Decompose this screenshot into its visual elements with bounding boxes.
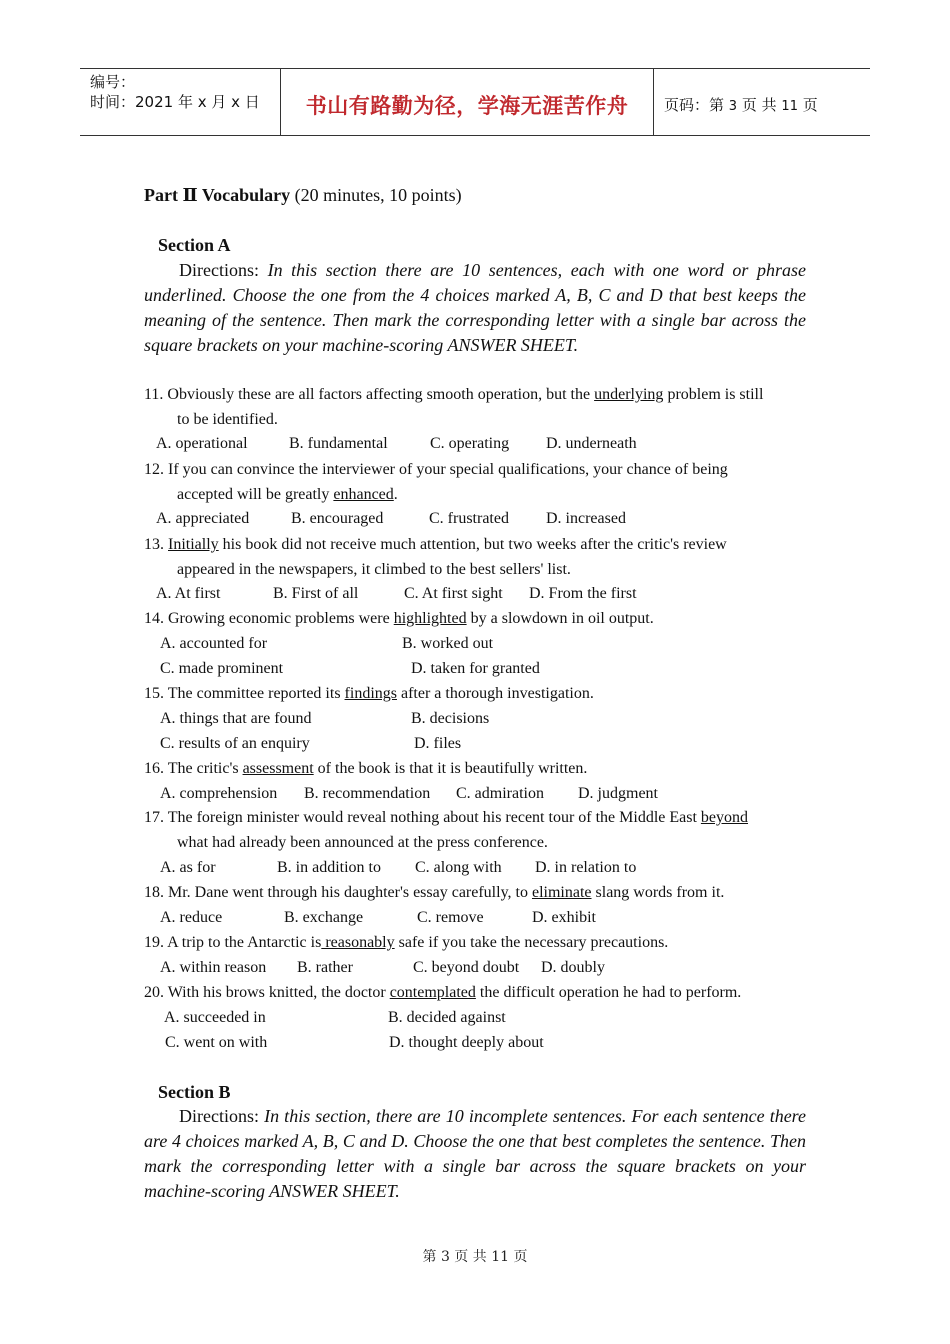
- option-20-c: C. went on with: [165, 1034, 268, 1051]
- option-16-a: A. comprehension: [160, 785, 278, 802]
- question-14: 14. Growing economic problems were highlighted by a slowdown in oil output.: [144, 610, 654, 627]
- option-19-c: C. beyond doubt: [413, 959, 520, 976]
- option-14-c: C. made prominent: [160, 660, 284, 677]
- option-14-a: A. accounted for: [160, 635, 268, 652]
- option-11-d: D. underneath: [546, 435, 637, 452]
- option-15-d: D. files: [414, 735, 462, 752]
- document-date: 时间：2021 年 x 月 x 日: [90, 93, 260, 111]
- option-18-c: C. remove: [417, 909, 484, 926]
- motto: 书山有路勤为径，学海无涯苦作舟: [305, 94, 629, 118]
- section-a-directions: Directions: In this section there are 10 sentences, each with one word or phrase underlined. Choose the one from the 4 choices marked A, B, C and D that best keeps the meaning of the sentence. Then mark the corresponding letter with a single bar across the square brackets on your machine-scoring ANSWER SHEET.: [144, 260, 807, 355]
- question-15: 15. The committee reported its findings after a thorough investigation.: [144, 685, 594, 702]
- question-17: 17. The foreign minister would reveal nothing about his recent tour of the Middle East beyond what had already been announced at the press conference.: [144, 809, 749, 851]
- option-12-d: D. increased: [546, 510, 626, 527]
- question-20: 20. With his brows knitted, the doctor contemplated the difficult operation he had to perform.: [144, 984, 742, 1001]
- option-14-b: B. worked out: [402, 635, 494, 652]
- option-15-b: B. decisions: [411, 710, 490, 727]
- option-19-d: D. doubly: [541, 959, 605, 976]
- option-17-d: D. in relation to: [535, 859, 637, 876]
- option-19-a: A. within reason: [160, 959, 267, 976]
- option-20-a: A. succeeded in: [164, 1009, 266, 1026]
- page-indicator: 页码：第 3 页 共 11 页: [664, 96, 818, 114]
- header-page-cell: [654, 69, 870, 135]
- option-20-b: B. decided against: [388, 1009, 506, 1026]
- question-19: 19. A trip to the Antarctic is reasonably safe if you take the necessary precautions.: [144, 934, 669, 951]
- question-16: 16. The critic's assessment of the book is that it is beautifully written.: [144, 760, 588, 777]
- option-11-a: A. operational: [156, 435, 248, 452]
- option-15-c: C. results of an enquiry: [160, 735, 310, 752]
- option-16-b: B. recommendation: [304, 785, 431, 802]
- option-11-b: B. fundamental: [289, 435, 388, 452]
- header-motto-cell: [280, 69, 654, 135]
- option-15-a: A. things that are found: [160, 710, 312, 727]
- option-20-d: D. thought deeply about: [389, 1034, 544, 1051]
- option-16-d: D. judgment: [578, 785, 658, 802]
- option-17-b: B. in addition to: [277, 859, 381, 876]
- option-13-b: B. First of all: [273, 585, 359, 602]
- option-16-c: C. admiration: [456, 785, 544, 802]
- option-18-b: B. exchange: [284, 909, 364, 926]
- section-b-directions: Directions: In this section, there are 10 incomplete sentences. For each sentence there are 4 choices marked A, B, C and D. Choose the one that best completes the sentence. Then mark the corresponding letter with a single bar across the square brackets on your machine-scoring ANSWER SHEET.: [144, 1106, 807, 1201]
- option-11-c: C. operating: [430, 435, 510, 452]
- question-12: 12. If you can convince the interviewer of your special qualifications, your chance of being accepted will be greatly enhanced.: [144, 461, 728, 503]
- option-17-c: C. along with: [415, 859, 502, 876]
- option-12-a: A. appreciated: [156, 510, 250, 527]
- option-13-a: A. At first: [156, 585, 221, 602]
- option-12-b: B. encouraged: [291, 510, 384, 527]
- document-id-label: 编号：: [90, 73, 136, 91]
- option-17-a: A. as for: [160, 859, 216, 876]
- header-meta-cell: [80, 69, 280, 135]
- page-footer: 第 3 页 共 11 页: [422, 1249, 528, 1265]
- question-18: 18. Mr. Dane went through his daughter's essay carefully, to eliminate slang words from it.: [144, 884, 725, 901]
- option-13-c: C. At first sight: [404, 585, 503, 602]
- part-title: Part Ⅱ Vocabulary (20 minutes, 10 points): [144, 185, 462, 205]
- question-13: 13. Initially his book did not receive much attention, but two weeks after the critic's review appeared in the newspapers, it climbed to the best sellers' list.: [144, 536, 727, 578]
- option-12-c: C. frustrated: [429, 510, 509, 527]
- option-19-b: B. rather: [297, 959, 353, 976]
- option-18-a: A. reduce: [160, 909, 223, 926]
- option-18-d: D. exhibit: [532, 909, 596, 926]
- question-11: 11. Obviously these are all factors affecting smooth operation, but the underlying problem is still to be identified.: [144, 386, 764, 428]
- section-a-title: Section A: [158, 235, 231, 255]
- page-header: [80, 68, 870, 136]
- option-13-d: D. From the first: [529, 585, 637, 602]
- section-b-title: Section B: [158, 1082, 231, 1102]
- option-14-d: D. taken for granted: [411, 660, 540, 677]
